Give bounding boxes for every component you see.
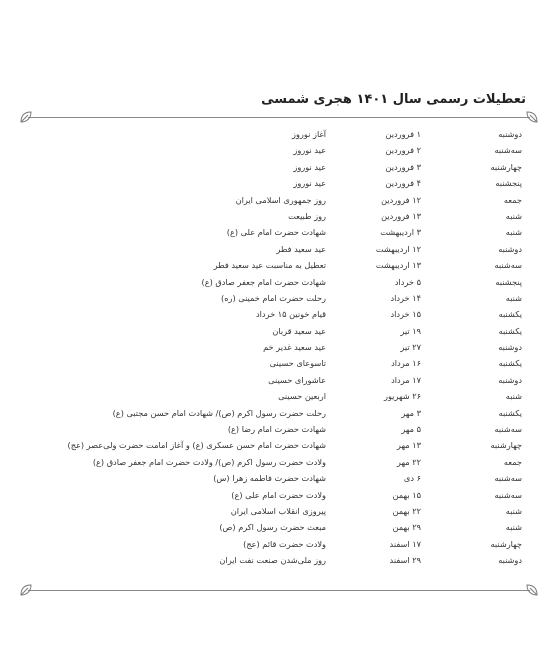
holiday-date: ۱۷ اسفند: [389, 538, 421, 549]
holiday-date: ۱۲ فروردین: [381, 194, 421, 205]
holiday-occasion: عید نوروز: [293, 178, 326, 189]
holiday-row: [0, 290, 558, 306]
leaf-icon: [20, 111, 32, 123]
holiday-date: ۱۵ خرداد: [390, 309, 421, 320]
top-divider: [28, 117, 530, 118]
holiday-day: جمعه: [503, 194, 522, 205]
holiday-date: ۱۳ فروردین: [381, 210, 421, 221]
holiday-date: ۱۲ اردیبهشت: [375, 243, 421, 254]
holiday-occasion: شهادت حضرت امام علی (ع): [226, 227, 326, 238]
holiday-day: شنبه: [505, 292, 522, 303]
holiday-occasion: عید نوروز: [293, 145, 326, 156]
holiday-occasion: رحلت حضرت امام خمینی (ره): [221, 292, 326, 303]
holiday-row: [0, 241, 558, 257]
holiday-row: [0, 487, 558, 503]
holiday-date: ۲۶ شهریور: [383, 391, 421, 402]
leaf-icon: [20, 584, 32, 596]
holiday-day: دوشنبه: [498, 374, 522, 385]
holiday-date: ۳ فروردین: [385, 161, 421, 172]
holiday-day: جمعه: [503, 456, 522, 467]
holiday-row: [0, 372, 558, 388]
holiday-row: [0, 224, 558, 240]
holiday-date: ۵ خرداد: [394, 276, 421, 287]
holiday-occasion: شهادت حضرت امام رضا (ع): [227, 424, 326, 435]
holiday-day: چهارشنبه: [490, 161, 522, 172]
holiday-occasion: روز جمهوری اسلامی ایران: [235, 194, 326, 205]
holiday-row: [0, 437, 558, 453]
holiday-day: سه‌شنبه: [494, 489, 522, 500]
holiday-occasion: تاسوعای حسینی: [269, 358, 326, 369]
holiday-day: یکشنبه: [498, 407, 522, 418]
holiday-row: [0, 503, 558, 519]
holiday-date: ۶ دی: [403, 473, 421, 484]
holiday-day: شنبه: [505, 227, 522, 238]
holiday-occasion: عید سعید فطر: [276, 243, 326, 254]
holiday-day: شنبه: [505, 391, 522, 402]
holiday-date: ۱۴ خرداد: [390, 292, 421, 303]
holiday-day: یکشنبه: [498, 358, 522, 369]
holiday-date: ۲۲ مهر: [396, 456, 421, 467]
page-title: تعطیلات رسمی سال ۱۴۰۱ هجری شمسی: [261, 92, 526, 107]
holiday-occasion: ولادت حضرت امام علی (ع): [231, 489, 326, 500]
holiday-day: چهارشنبه: [490, 538, 522, 549]
holiday-day: یکشنبه: [498, 309, 522, 320]
holiday-row: [0, 339, 558, 355]
holiday-occasion: روز طبیعت: [288, 210, 326, 221]
holiday-occasion: ولادت حضرت رسول اکرم (ص)/ ولادت حضرت امام جعفر صادق (ع): [92, 456, 326, 467]
holiday-row: [0, 208, 558, 224]
holiday-date: ۲۷ تیر: [400, 342, 421, 353]
holiday-date: ۲۲ بهمن: [392, 505, 421, 516]
holiday-date: ۲ فروردین: [385, 145, 421, 156]
holiday-date: ۲۹ بهمن: [392, 522, 421, 533]
holiday-day: سه‌شنبه: [494, 473, 522, 484]
holiday-day: دوشنبه: [498, 243, 522, 254]
holiday-date: ۱۳ اردیبهشت: [375, 260, 421, 271]
holiday-occasion: آغاز نوروز: [292, 129, 326, 139]
holiday-row: [0, 552, 558, 568]
holiday-occasion: اربعین حسینی: [278, 391, 326, 402]
holiday-date: ۱۶ مرداد: [391, 358, 421, 369]
holiday-row: [0, 274, 558, 290]
holiday-row: [0, 159, 558, 175]
holiday-row: [0, 175, 558, 191]
holiday-day: شنبه: [505, 505, 522, 516]
holiday-row: [0, 126, 558, 142]
holiday-row: [0, 257, 558, 273]
holiday-row: [0, 192, 558, 208]
holiday-day: دوشنبه: [498, 555, 522, 566]
holiday-row: [0, 519, 558, 535]
holiday-row: [0, 388, 558, 404]
holiday-date: ۱۷ مرداد: [391, 374, 421, 385]
holiday-row: [0, 355, 558, 371]
holiday-row: [0, 421, 558, 437]
holiday-row: [0, 454, 558, 470]
holiday-occasion: شهادت حضرت امام جعفر صادق (ع): [201, 276, 326, 287]
holiday-day: پنجشنبه: [495, 276, 522, 287]
holiday-day: سه‌شنبه: [494, 260, 522, 271]
holiday-date: ۱ فروردین: [385, 129, 421, 139]
holiday-day: دوشنبه: [498, 342, 522, 353]
holiday-occasion: عید سعید قربان: [272, 325, 326, 336]
holiday-occasion: مبعث حضرت رسول اکرم (ص): [219, 522, 326, 533]
holiday-occasion: قیام خونین ۱۵ خرداد: [256, 309, 326, 320]
holiday-row: [0, 142, 558, 158]
holiday-occasion: شهادت حضرت امام حسن عسکری (ع) و آغاز امامت حضرت ولی‌عصر (عج): [67, 440, 326, 451]
holiday-day: دوشنبه: [498, 129, 522, 139]
holiday-date: ۴ فروردین: [385, 178, 421, 189]
holiday-occasion: ولادت حضرت قائم (عج): [243, 538, 326, 549]
holiday-occasion: پیروزی انقلاب اسلامی ایران: [230, 505, 326, 516]
holiday-occasion: رحلت حضرت رسول اکرم (ص)/ شهادت امام حسن مجتبی (ع): [112, 407, 326, 418]
holiday-date: ۵ مهر: [401, 424, 421, 435]
holiday-occasion: روز ملی‌شدن صنعت نفت ایران: [219, 555, 326, 566]
holiday-day: سه‌شنبه: [494, 424, 522, 435]
holiday-row: [0, 405, 558, 421]
holiday-row: [0, 323, 558, 339]
leaf-icon: [526, 584, 538, 596]
holiday-occasion: تعطیل به مناسبت عید سعید فطر: [213, 260, 326, 271]
leaf-icon: [526, 111, 538, 123]
holiday-occasion: عاشورای حسینی: [268, 374, 326, 385]
holiday-day: سه‌شنبه: [494, 145, 522, 156]
holiday-day: یکشنبه: [498, 325, 522, 336]
holiday-occasion: شهادت حضرت فاطمه زهرا (س): [213, 473, 326, 484]
holiday-date: ۱۹ تیر: [400, 325, 421, 336]
holiday-occasion: عید نوروز: [293, 161, 326, 172]
holiday-date: ۳ اردیبهشت: [380, 227, 421, 238]
holiday-date: ۱۳ مهر: [396, 440, 421, 451]
holiday-row: [0, 470, 558, 486]
holiday-date: ۲۹ اسفند: [389, 555, 421, 566]
holiday-row: [0, 536, 558, 552]
holiday-date: ۳ مهر: [401, 407, 421, 418]
holiday-day: پنجشنبه: [495, 178, 522, 189]
holiday-day: چهارشنبه: [490, 440, 522, 451]
holiday-date: ۱۵ بهمن: [392, 489, 421, 500]
holiday-row: [0, 306, 558, 322]
holiday-day: شنبه: [505, 210, 522, 221]
holiday-day: شنبه: [505, 522, 522, 533]
bottom-divider: [28, 590, 530, 591]
holiday-list: [0, 126, 558, 569]
holiday-occasion: عید سعید غدیر خم: [263, 342, 326, 353]
